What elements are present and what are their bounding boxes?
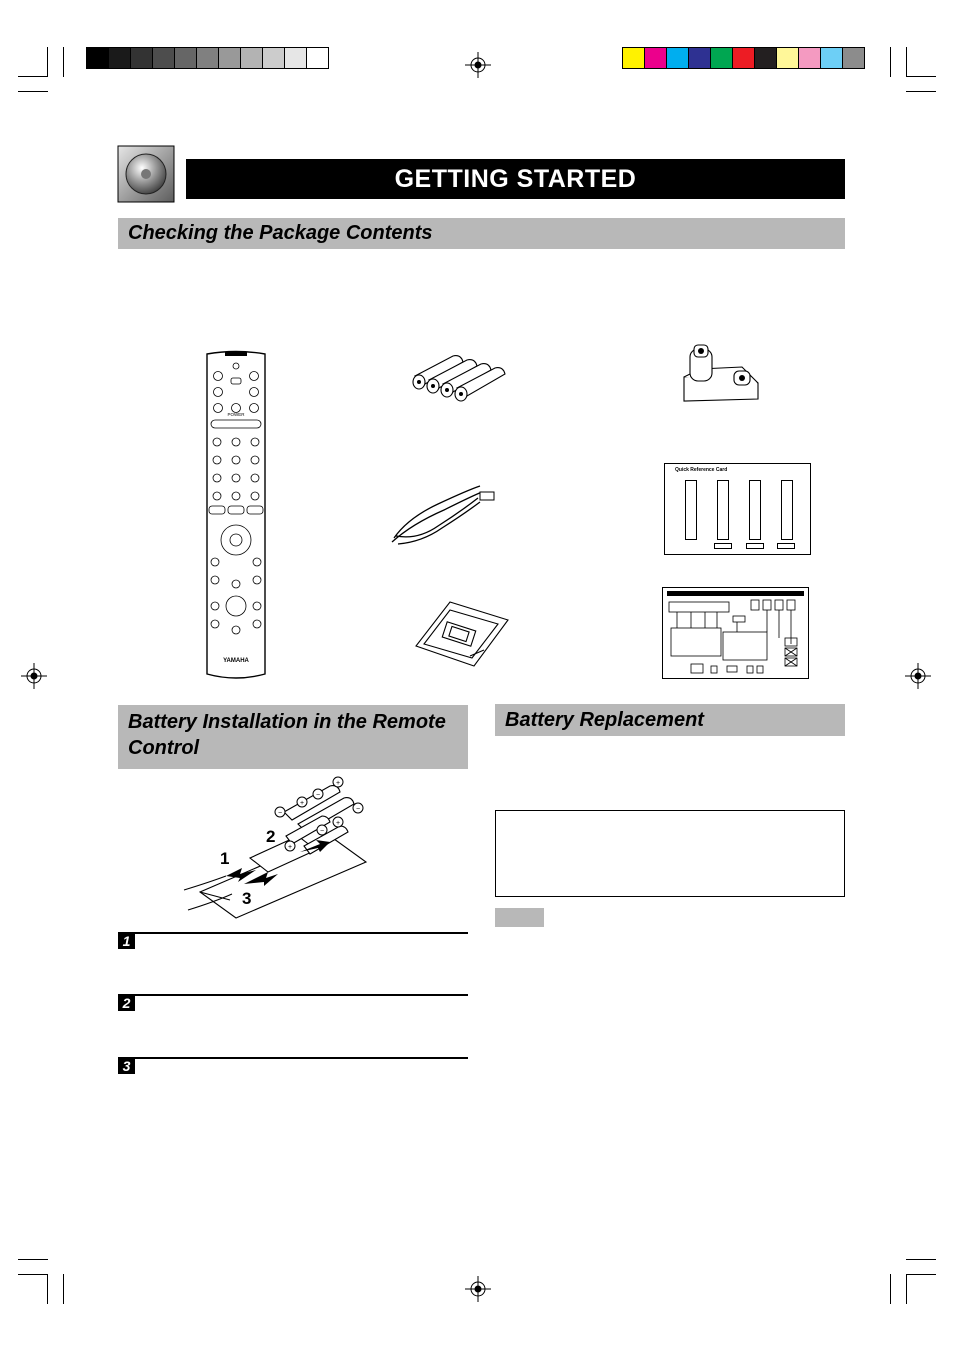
svg-text:2: 2 <box>266 827 276 846</box>
power-cord-illustration <box>388 478 500 548</box>
connection-guide-sheet <box>662 587 809 679</box>
mini-remote <box>749 480 761 540</box>
connection-diagram-icon <box>667 598 805 676</box>
svg-text:−: − <box>315 792 321 799</box>
crop-mark <box>906 91 936 92</box>
svg-text:+: + <box>299 800 305 807</box>
crop-mark <box>47 1274 48 1304</box>
calibration-swatch <box>108 47 131 69</box>
antenna-adapter-illustration <box>680 343 762 405</box>
svg-text:−: − <box>277 810 283 817</box>
crop-mark <box>18 76 48 77</box>
calibration-swatch <box>262 47 285 69</box>
svg-text:1: 1 <box>220 849 230 868</box>
crop-mark <box>906 1274 936 1275</box>
crop-mark <box>63 47 64 77</box>
calibration-swatch <box>798 47 821 69</box>
calibration-swatch <box>284 47 307 69</box>
calibration-swatch <box>732 47 755 69</box>
calibration-swatch <box>820 47 843 69</box>
step-number: 3 <box>118 1058 135 1074</box>
calibration-swatch <box>306 47 329 69</box>
step-number: 2 <box>118 995 135 1011</box>
section-heading-battery-replacement: Battery Replacement <box>495 704 845 736</box>
svg-text:−: − <box>355 806 361 813</box>
mini-remote <box>781 480 793 540</box>
svg-text:+: + <box>287 844 293 851</box>
step-divider <box>118 1057 468 1059</box>
svg-text:3: 3 <box>242 889 252 908</box>
crop-mark <box>890 47 891 77</box>
crop-mark <box>906 47 907 77</box>
calibration-swatch <box>666 47 689 69</box>
calibration-swatch <box>240 47 263 69</box>
calibration-swatch <box>776 47 799 69</box>
calibration-swatch <box>152 47 175 69</box>
calibration-swatch <box>644 47 667 69</box>
mini-remote <box>685 480 697 540</box>
svg-text:POWER: POWER <box>227 412 245 417</box>
svg-text:+: + <box>335 780 341 787</box>
page-title: GETTING STARTED <box>186 159 845 199</box>
calibration-swatch <box>130 47 153 69</box>
calibration-swatch <box>842 47 865 69</box>
caution-box <box>495 810 845 897</box>
crop-mark <box>63 1274 64 1304</box>
crop-mark <box>18 91 48 92</box>
am-loop-antenna-illustration <box>410 598 514 670</box>
notes-tag <box>495 908 544 927</box>
calibration-swatch <box>754 47 777 69</box>
mini-key-row <box>714 543 732 549</box>
calibration-swatch <box>710 47 733 69</box>
calibration-swatch <box>688 47 711 69</box>
crop-mark <box>47 47 48 77</box>
mini-remote <box>717 480 729 540</box>
calibration-swatch <box>174 47 197 69</box>
step-divider <box>118 932 468 934</box>
calibration-swatch <box>196 47 219 69</box>
quick-reference-card-title: Quick Reference Card <box>675 467 728 473</box>
registration-target-icon <box>905 663 931 689</box>
remote-control-illustration <box>203 350 269 682</box>
calibration-swatch <box>622 47 645 69</box>
chapter-disc-icon <box>118 146 174 202</box>
crop-mark <box>906 1259 936 1260</box>
connection-guide-header-bar <box>667 591 804 596</box>
crop-mark <box>18 1274 48 1275</box>
svg-text:−: − <box>319 828 325 835</box>
section-heading-package-contents: Checking the Package Contents <box>118 218 845 249</box>
calibration-swatch <box>86 47 109 69</box>
mini-key-row <box>746 543 764 549</box>
crop-mark <box>906 1274 907 1304</box>
battery-installation-illustration <box>180 772 370 922</box>
registration-target-icon <box>465 1276 491 1302</box>
svg-text:YAMAHA: YAMAHA <box>223 658 249 664</box>
calibration-swatch <box>218 47 241 69</box>
batteries-illustration <box>405 354 513 404</box>
crop-mark <box>18 1259 48 1260</box>
quick-reference-card <box>664 463 811 555</box>
section-heading-battery-installation: Battery Installation in the Remote Control <box>118 705 468 769</box>
mini-key-row <box>777 543 795 549</box>
step-divider <box>118 994 468 996</box>
registration-target-icon <box>465 52 491 78</box>
svg-text:+: + <box>335 820 341 827</box>
step-number: 1 <box>118 933 135 949</box>
crop-mark <box>906 76 936 77</box>
crop-mark <box>890 1274 891 1304</box>
registration-target-icon <box>21 663 47 689</box>
